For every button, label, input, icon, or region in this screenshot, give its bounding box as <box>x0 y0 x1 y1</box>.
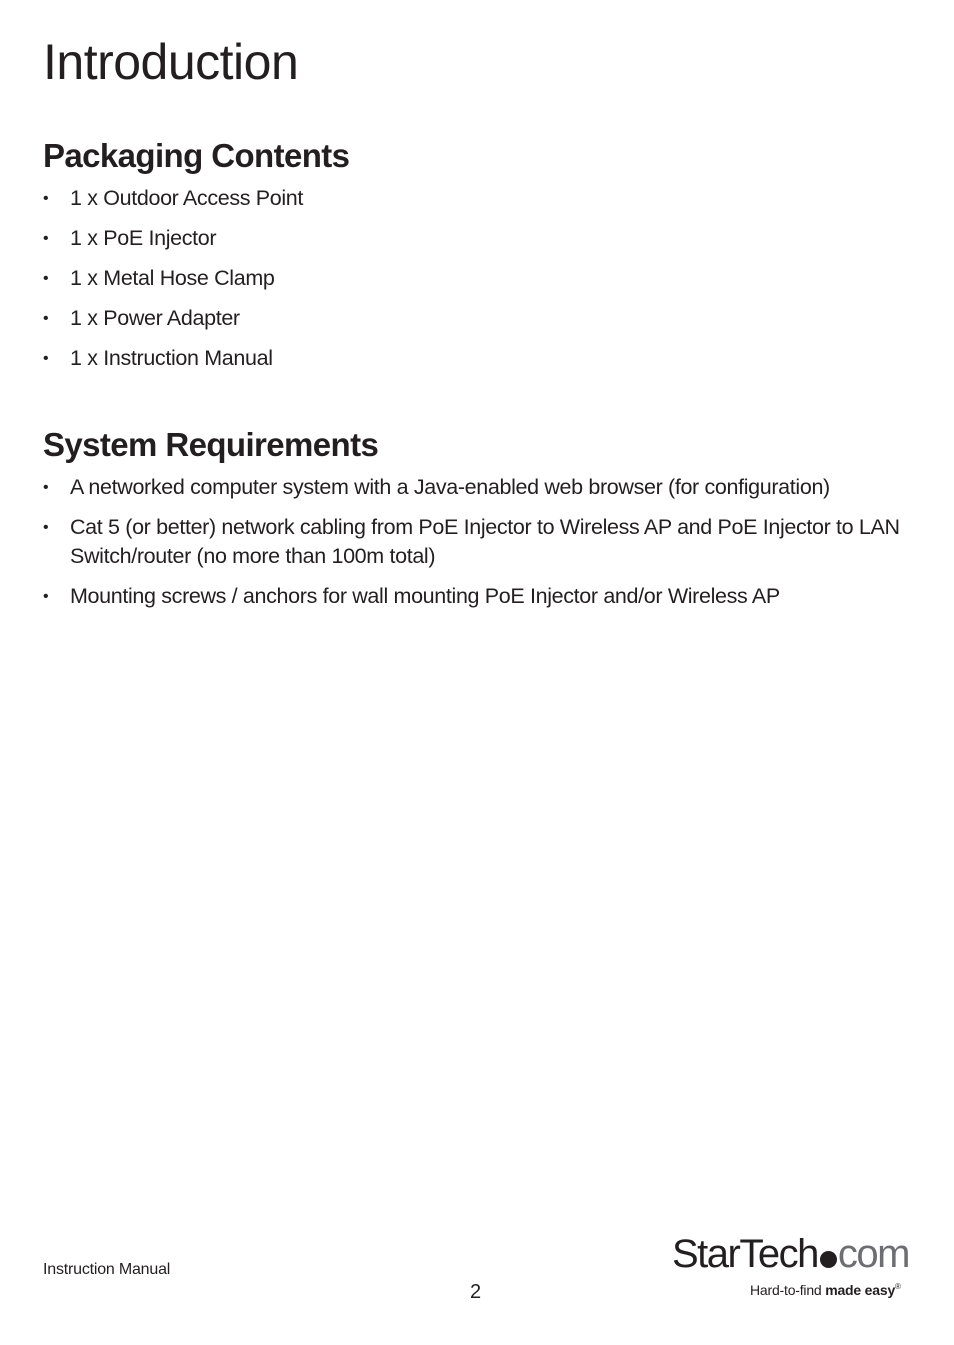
list-item <box>43 473 923 502</box>
registered-mark: ® <box>895 1282 901 1291</box>
logo-word-start: StarTech <box>672 1232 818 1276</box>
startech-logo <box>672 1232 912 1304</box>
logo-word-end: com <box>837 1232 909 1276</box>
list-item-text: A networked computer system with a Java-enabled web browser (for configuration) <box>70 475 830 499</box>
list-item-text: 1 x PoE Injector <box>70 226 217 250</box>
logo-tagline <box>750 1282 901 1298</box>
packaging-contents-list <box>43 184 923 384</box>
logo-dot-icon <box>820 1251 837 1268</box>
bullet-icon: • <box>43 350 49 367</box>
system-requirements-list <box>43 473 923 622</box>
list-item <box>43 344 923 373</box>
bullet-icon: • <box>43 270 49 287</box>
bullet-icon: • <box>43 310 49 327</box>
list-item-text: 1 x Outdoor Access Point <box>70 186 304 210</box>
page-number: 2 <box>470 1281 482 1303</box>
system-requirements-heading: System Requirements <box>43 426 379 463</box>
bullet-icon: • <box>43 479 49 496</box>
bullet-icon: • <box>43 230 49 247</box>
list-item-text: 1 x Instruction Manual <box>70 346 273 370</box>
list-item-text: 1 x Metal Hose Clamp <box>70 266 275 290</box>
logo-wordmark <box>672 1232 909 1276</box>
tagline-regular: Hard-to-find <box>750 1282 826 1298</box>
bullet-icon: • <box>43 190 49 207</box>
list-item <box>43 264 923 293</box>
list-item-text: Cat 5 (or better) network cabling from PoE Injector to Wireless AP and PoE Injector to LAN Switch/router (no more than 100m total) <box>70 515 900 568</box>
page-title: Introduction <box>43 34 299 90</box>
list-item <box>43 582 923 611</box>
list-item <box>43 304 923 333</box>
list-item-text: 1 x Power Adapter <box>70 306 240 330</box>
list-item <box>43 513 923 571</box>
packaging-contents-heading: Packaging Contents <box>43 137 350 174</box>
footer-label: Instruction Manual <box>43 1261 171 1278</box>
list-item <box>43 184 923 213</box>
bullet-icon: • <box>43 588 49 605</box>
bullet-icon: • <box>43 519 49 536</box>
list-item <box>43 224 923 253</box>
tagline-bold: made easy <box>825 1282 896 1298</box>
list-item-text: Mounting screws / anchors for wall mounting PoE Injector and/or Wireless AP <box>70 584 780 608</box>
